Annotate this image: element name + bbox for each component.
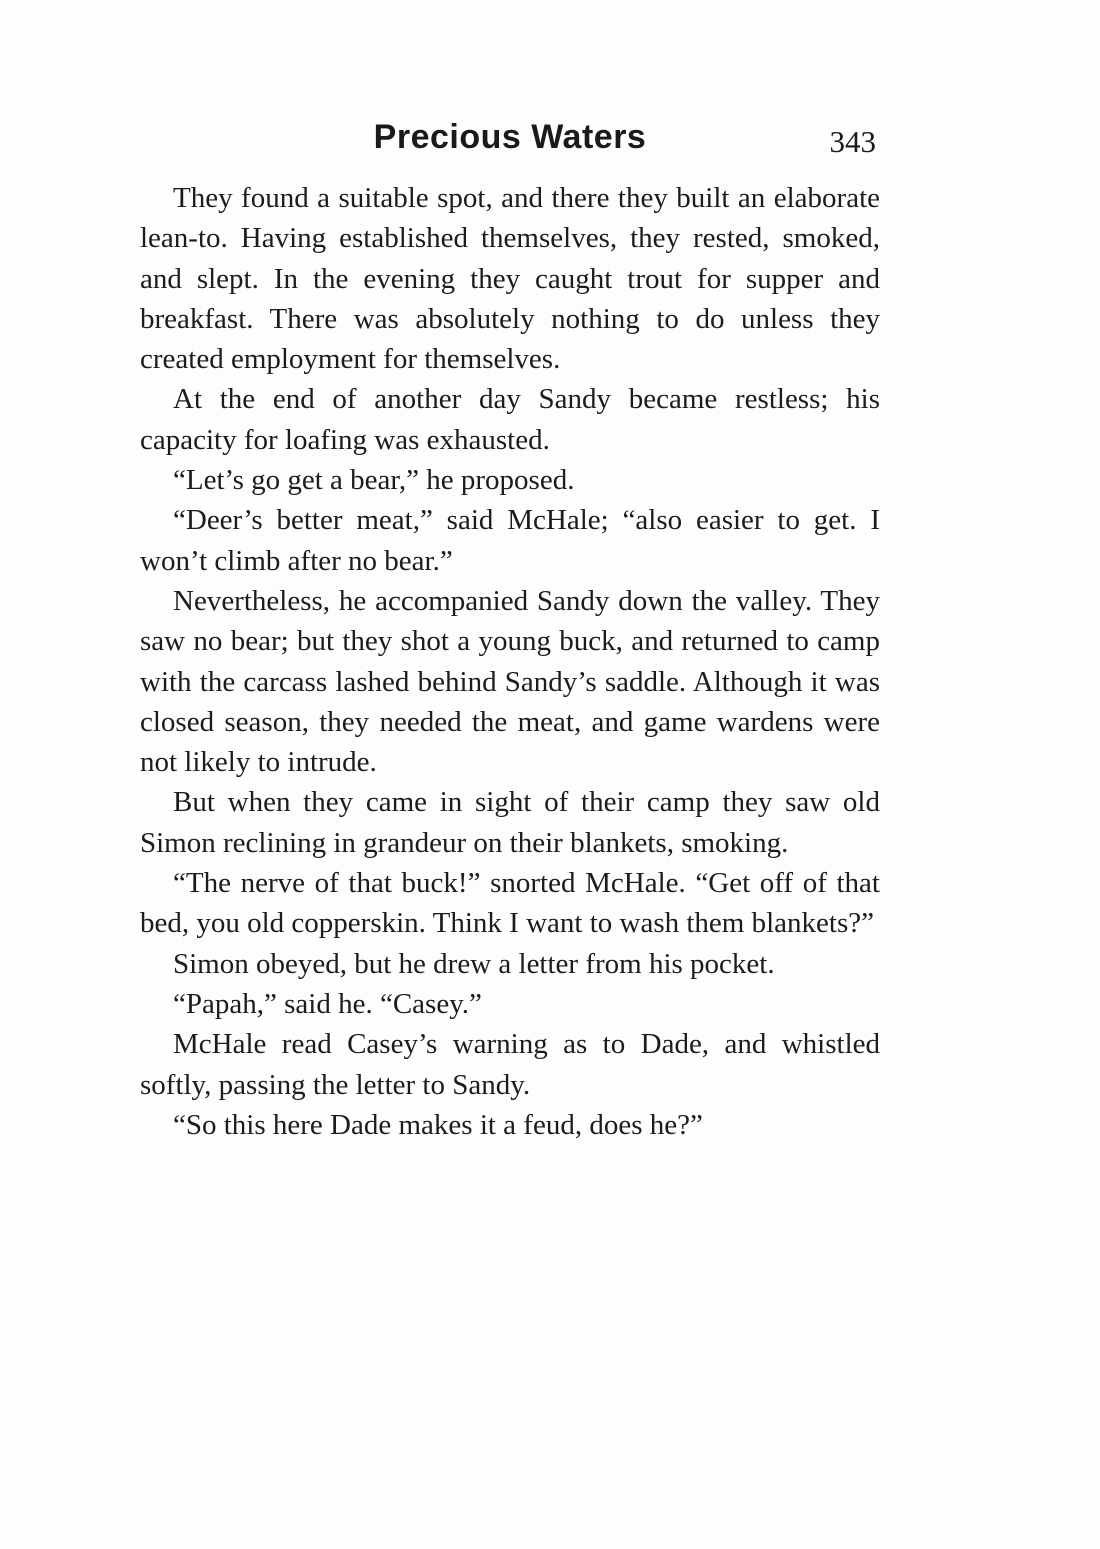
paragraph: “Papah,” said he. “Casey.”	[173, 987, 482, 1020]
paragraph: They found a suitable spot, and there they built an elaborate lean-to. Having established themselves, they rested, smoked, and slept. In the evening they caught trout for supper and breakfast. There was absolutely nothing to do unless they created employment for themselves.	[140, 182, 880, 376]
paragraph: “Let’s go get a bear,” he proposed.	[173, 464, 575, 497]
paragraph: McHale read Casey’s warning as to Dade, and whistled softly, passing the letter to Sandy.	[140, 1028, 880, 1101]
page-number: 343	[829, 124, 876, 159]
paragraph: “So this here Dade makes it a feud, does he?”	[173, 1108, 703, 1141]
running-title: Precious Waters	[373, 118, 647, 156]
body-text	[140, 178, 880, 1145]
paragraph: “The nerve of that buck!” snorted McHale. “Get off of that bed, you old copperskin. Think I want to wash them blankets?”	[140, 867, 880, 940]
paragraph: But when they came in sight of their camp they saw old Simon reclining in grandeur on their blankets, smoking.	[140, 786, 880, 859]
paragraph: Simon obeyed, but he drew a letter from his pocket.	[173, 947, 775, 980]
paragraph: “Deer’s better meat,” said McHale; “also easier to get. I won’t climb after no bear.”	[140, 504, 880, 577]
page-header	[140, 118, 880, 168]
paragraph: At the end of another day Sandy became restless; his capacity for loafing was exhausted.	[140, 383, 880, 456]
paragraph: Nevertheless, he accompanied Sandy down the valley. They saw no bear; but they shot a young buck, and returned to camp with the carcass lashed behind Sandy’s saddle. Although it was closed season, they needed the meat, and game wardens were not likely to intrude.	[140, 584, 880, 779]
